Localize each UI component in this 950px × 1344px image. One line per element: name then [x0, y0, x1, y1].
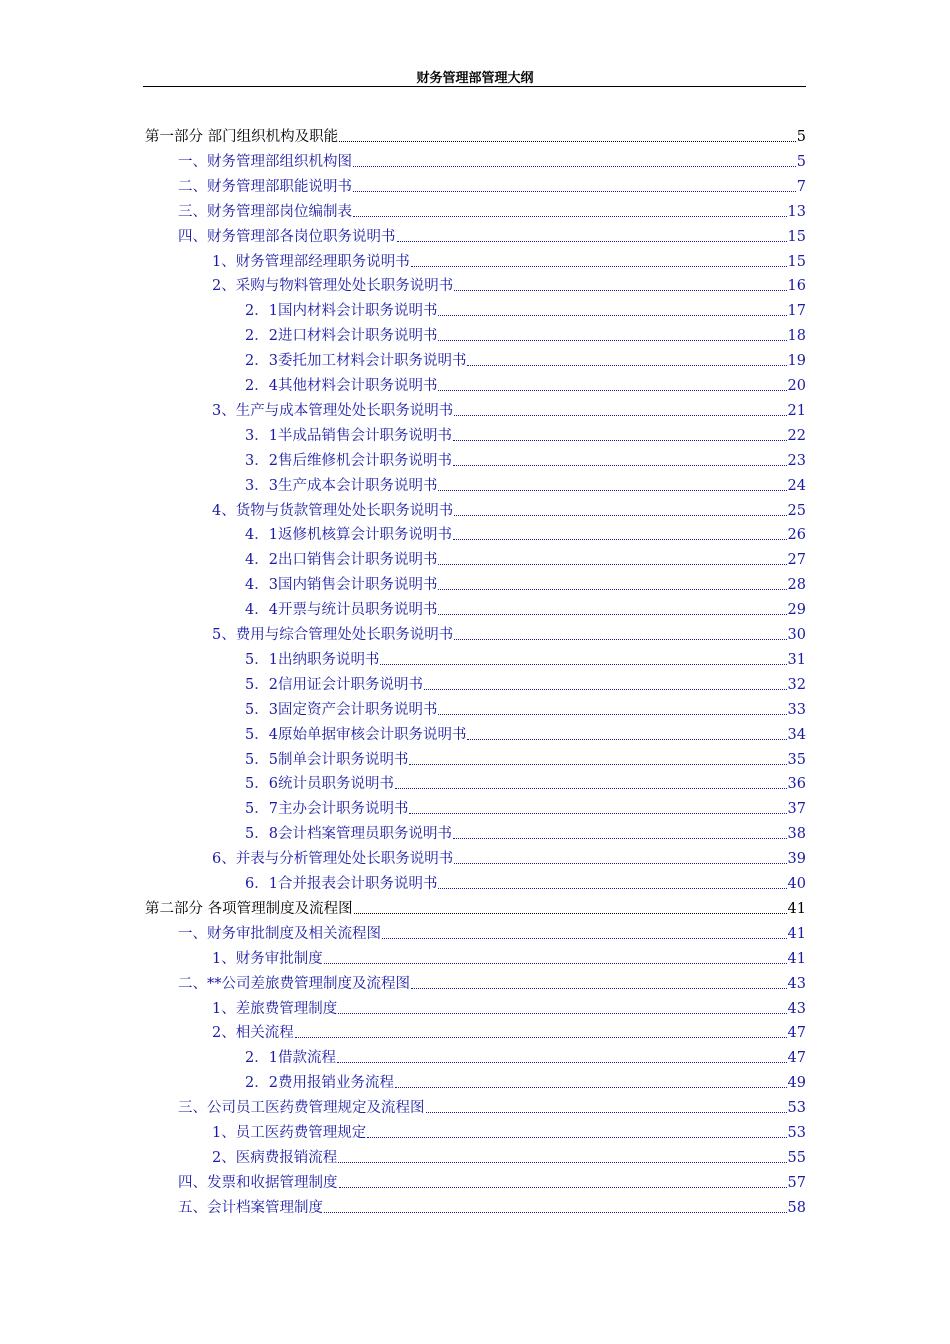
toc-page-number: 23: [787, 452, 806, 469]
toc-dot-leader: [454, 289, 786, 291]
toc-entry[interactable]: [212, 1147, 806, 1169]
toc-page-number: 5: [796, 129, 806, 145]
toc-page-number: 21: [787, 402, 806, 419]
toc-page-number: 33: [787, 701, 806, 718]
toc-entry[interactable]: [212, 624, 806, 646]
toc-entry[interactable]: [245, 873, 806, 895]
toc-entry-label: 6．1合并报表会计职务说明书: [245, 876, 438, 892]
toc-entry-label: 2．4其他材料会计职务说明书: [245, 378, 438, 394]
toc-dot-leader: [453, 464, 787, 466]
toc-entry-label: 4．3国内销售会计职务说明书: [245, 577, 438, 594]
toc-entry[interactable]: [245, 325, 806, 347]
toc-dot-leader: [438, 389, 786, 391]
toc-dot-leader: [438, 489, 786, 491]
toc-entry-label: 1、员工医药费管理规定: [212, 1125, 367, 1141]
toc-page-number: 36: [787, 776, 806, 793]
toc-entry-label: 4．4开票与统计员职务说明书: [245, 602, 438, 619]
toc-entry-label: 1、财务审批制度: [212, 950, 323, 967]
toc-page-number: 53: [787, 1125, 806, 1141]
toc-page-number: 41: [787, 925, 806, 942]
toc-entry[interactable]: [245, 524, 806, 546]
toc-entry[interactable]: [245, 475, 806, 497]
toc-entry[interactable]: [245, 450, 806, 472]
toc-dot-leader: [395, 787, 787, 789]
toc-dot-leader: [339, 1186, 787, 1188]
toc-page-number: 15: [787, 253, 806, 270]
toc-page-number: 18: [787, 328, 806, 345]
toc-page-number: 43: [787, 1000, 806, 1017]
toc-entry[interactable]: [245, 823, 806, 845]
toc-dot-leader: [380, 663, 786, 665]
toc-page-number: 17: [787, 303, 806, 320]
toc-entry[interactable]: [245, 724, 806, 746]
toc-entry-label: 四、财务管理部各岗位职务说明书: [178, 228, 396, 245]
toc-dot-leader: [395, 1086, 787, 1088]
toc-entry-label: 2、医病费报销流程: [212, 1149, 338, 1166]
toc-entry-label: 四、发票和收据管理制度: [178, 1174, 338, 1191]
toc-entry-label: 5．8会计档案管理员职务说明书: [245, 826, 452, 843]
toc-entry-label: 5．2信用证会计职务说明书: [245, 676, 423, 693]
toc-page-number: 19: [787, 353, 806, 370]
toc-entry-label: 三、财务管理部岗位编制表: [178, 203, 352, 220]
toc-page-number: 30: [787, 627, 806, 643]
toc-entry[interactable]: [178, 973, 806, 995]
toc-entry[interactable]: [245, 649, 806, 671]
toc-dot-leader: [438, 339, 786, 341]
toc-entry-label: 3、生产与成本管理处处长职务说明书: [212, 402, 454, 419]
toc-entry[interactable]: [212, 251, 806, 273]
toc-entry-label: 2．1借款流程: [245, 1050, 336, 1067]
toc-entry[interactable]: [178, 176, 806, 198]
toc-entry[interactable]: [245, 1047, 806, 1069]
toc-entry[interactable]: [145, 126, 806, 148]
toc-dot-leader: [354, 912, 787, 914]
toc-entry-label: 5．5制单会计职务说明书: [245, 751, 409, 768]
toc-entry-label: 4．1返修机核算会计职务说明书: [245, 527, 452, 544]
toc-dot-leader: [409, 763, 786, 765]
toc-entry-label: 5．4原始单据审核会计职务说明书: [245, 726, 467, 743]
toc-page-number: 39: [787, 851, 806, 868]
toc-page-number: 31: [787, 651, 806, 668]
toc-dot-leader: [367, 1136, 786, 1138]
toc-dot-leader: [339, 140, 796, 142]
toc-entry-label: 二、财务管理部职能说明书: [178, 178, 352, 195]
toc-dot-leader: [438, 887, 786, 889]
toc-page-number: 35: [787, 751, 806, 768]
toc-entry[interactable]: [178, 923, 806, 945]
toc-dot-leader: [424, 688, 787, 690]
toc-dot-leader: [438, 713, 786, 715]
toc-page-number: 53: [787, 1100, 806, 1117]
toc-entry-label: 5、费用与综合管理处处长职务说明书: [212, 627, 454, 643]
toc-entry[interactable]: [245, 1072, 806, 1094]
toc-page-number: 27: [787, 552, 806, 569]
toc-entry[interactable]: [245, 798, 806, 820]
toc-dot-leader: [353, 215, 787, 217]
toc-entry[interactable]: [245, 773, 806, 795]
toc-entry[interactable]: [245, 599, 806, 621]
toc-dot-leader: [324, 962, 787, 964]
toc-dot-leader: [337, 1061, 787, 1063]
toc-entry[interactable]: [145, 898, 806, 920]
toc-dot-leader: [338, 1012, 786, 1014]
toc-page-number: 40: [787, 876, 806, 892]
toc-dot-leader: [411, 265, 787, 267]
toc-entry[interactable]: [178, 1172, 806, 1194]
toc-page-number: 57: [787, 1174, 806, 1191]
toc-entry[interactable]: [245, 574, 806, 596]
header-divider: [143, 86, 806, 87]
toc-page-number: 34: [787, 726, 806, 743]
toc-entry-label: 二、**公司差旅费管理制度及流程图: [178, 975, 410, 992]
toc-entry-label: 一、财务管理部组织机构图: [178, 153, 352, 170]
toc-page-number: 47: [787, 1025, 806, 1042]
toc-dot-leader: [438, 314, 786, 316]
toc-entry-label: 4．2出口销售会计职务说明书: [245, 552, 438, 569]
toc-entry-label: 五、会计档案管理制度: [178, 1199, 323, 1216]
toc-entry-label: 3．3生产成本会计职务说明书: [245, 477, 438, 494]
toc-entry-label: 1、差旅费管理制度: [212, 1000, 338, 1017]
toc-dot-leader: [453, 837, 787, 839]
toc-dot-leader: [426, 1111, 787, 1113]
toc-dot-leader: [454, 862, 786, 864]
toc-page-number: 41: [787, 950, 806, 967]
toc-page-number: 25: [787, 502, 806, 519]
toc-dot-leader: [454, 514, 786, 516]
toc-entry[interactable]: [212, 400, 806, 422]
toc-dot-leader: [453, 538, 787, 540]
toc-entry[interactable]: [245, 300, 806, 322]
toc-dot-leader: [338, 1161, 786, 1163]
toc-page-number: 22: [787, 427, 806, 444]
page-header-title: 财务管理部管理大纲: [416, 71, 534, 86]
toc-page-number: 37: [787, 801, 806, 818]
toc-dot-leader: [397, 240, 787, 242]
toc-page-number: 15: [787, 228, 806, 245]
toc-dot-leader: [353, 165, 796, 167]
toc-entry[interactable]: [212, 1122, 806, 1144]
toc-entry[interactable]: [245, 350, 806, 372]
toc-dot-leader: [454, 414, 786, 416]
toc-entry-label: 一、财务审批制度及相关流程图: [178, 925, 381, 942]
toc-dot-leader: [438, 563, 786, 565]
toc-entry[interactable]: [212, 998, 806, 1020]
toc-entry[interactable]: [178, 151, 806, 173]
toc-entry-label: 第一部分 部门组织机构及职能: [145, 129, 339, 145]
toc-dot-leader: [353, 190, 796, 192]
toc-entry[interactable]: [245, 674, 806, 696]
toc-dot-leader: [409, 812, 786, 814]
toc-entry[interactable]: [178, 1097, 806, 1119]
toc-entry[interactable]: [212, 275, 806, 297]
toc-page-number: 26: [787, 527, 806, 544]
toc-entry-label: 5．6统计员职务说明书: [245, 776, 394, 793]
toc-page-number: 28: [787, 577, 806, 594]
toc-entry[interactable]: [212, 848, 806, 870]
toc-entry-label: 2．1国内材料会计职务说明书: [245, 303, 438, 320]
toc-entry[interactable]: [178, 201, 806, 223]
toc-page-number: 29: [787, 602, 806, 619]
toc-entry-label: 2．2进口材料会计职务说明书: [245, 328, 438, 345]
toc-page-number: 49: [787, 1075, 806, 1092]
toc-entry[interactable]: [245, 749, 806, 771]
toc-page-number: 41: [787, 900, 806, 917]
toc-entry[interactable]: [212, 948, 806, 970]
toc-entry[interactable]: [245, 375, 806, 397]
toc-dot-leader: [467, 364, 786, 366]
toc-entry-label: 3．2售后维修机会计职务说明书: [245, 452, 452, 469]
toc-page-number: 5: [796, 153, 806, 170]
toc-dot-leader: [295, 1036, 787, 1038]
toc-dot-leader: [411, 987, 787, 989]
toc-entry-label: 1、财务管理部经理职务说明书: [212, 253, 410, 270]
toc-entry-label: 2．3委托加工材料会计职务说明书: [245, 353, 467, 370]
toc-dot-leader: [454, 638, 786, 640]
toc-dot-leader: [438, 588, 786, 590]
toc-entry[interactable]: [212, 500, 806, 522]
toc-dot-leader: [453, 439, 787, 441]
toc-entry-label: 5．3固定资产会计职务说明书: [245, 701, 438, 718]
toc-dot-leader: [324, 1211, 787, 1213]
toc-dot-leader: [467, 738, 786, 740]
toc-entry-label: 2．2费用报销业务流程: [245, 1075, 394, 1092]
toc-entry[interactable]: [245, 699, 806, 721]
toc-page-number: 58: [787, 1199, 806, 1216]
toc-entry-label: 3．1半成品销售会计职务说明书: [245, 427, 452, 444]
toc-entry-label: 6、并表与分析管理处处长职务说明书: [212, 851, 454, 868]
toc-page-number: 16: [787, 278, 806, 295]
toc-entry-label: 三、公司员工医药费管理规定及流程图: [178, 1100, 425, 1117]
toc-page-number: 24: [787, 477, 806, 494]
toc-entry-label: 5．7主办会计职务说明书: [245, 801, 409, 818]
toc-page-number: 47: [787, 1050, 806, 1067]
toc-entry-label: 2、采购与物料管理处处长职务说明书: [212, 278, 454, 295]
toc-page-number: 7: [796, 178, 806, 195]
toc-entry[interactable]: [212, 1022, 806, 1044]
toc-page-number: 55: [787, 1149, 806, 1166]
toc-entry[interactable]: [178, 1197, 806, 1219]
toc-page-number: 38: [787, 826, 806, 843]
toc-entry-label: 2、相关流程: [212, 1025, 294, 1042]
toc-entry-label: 5．1出纳职务说明书: [245, 651, 380, 668]
toc-page-number: 13: [787, 203, 806, 220]
toc-page-number: 43: [787, 975, 806, 992]
toc-entry[interactable]: [178, 226, 806, 248]
toc-entry[interactable]: [245, 425, 806, 447]
toc-entry-label: 第二部分 各项管理制度及流程图: [145, 900, 353, 917]
toc-entry-label: 4、货物与货款管理处处长职务说明书: [212, 502, 454, 519]
toc-dot-leader: [382, 937, 787, 939]
toc-page-number: 20: [787, 378, 806, 394]
toc-entry[interactable]: [245, 549, 806, 571]
toc-page-number: 32: [787, 676, 806, 693]
toc-dot-leader: [438, 613, 786, 615]
